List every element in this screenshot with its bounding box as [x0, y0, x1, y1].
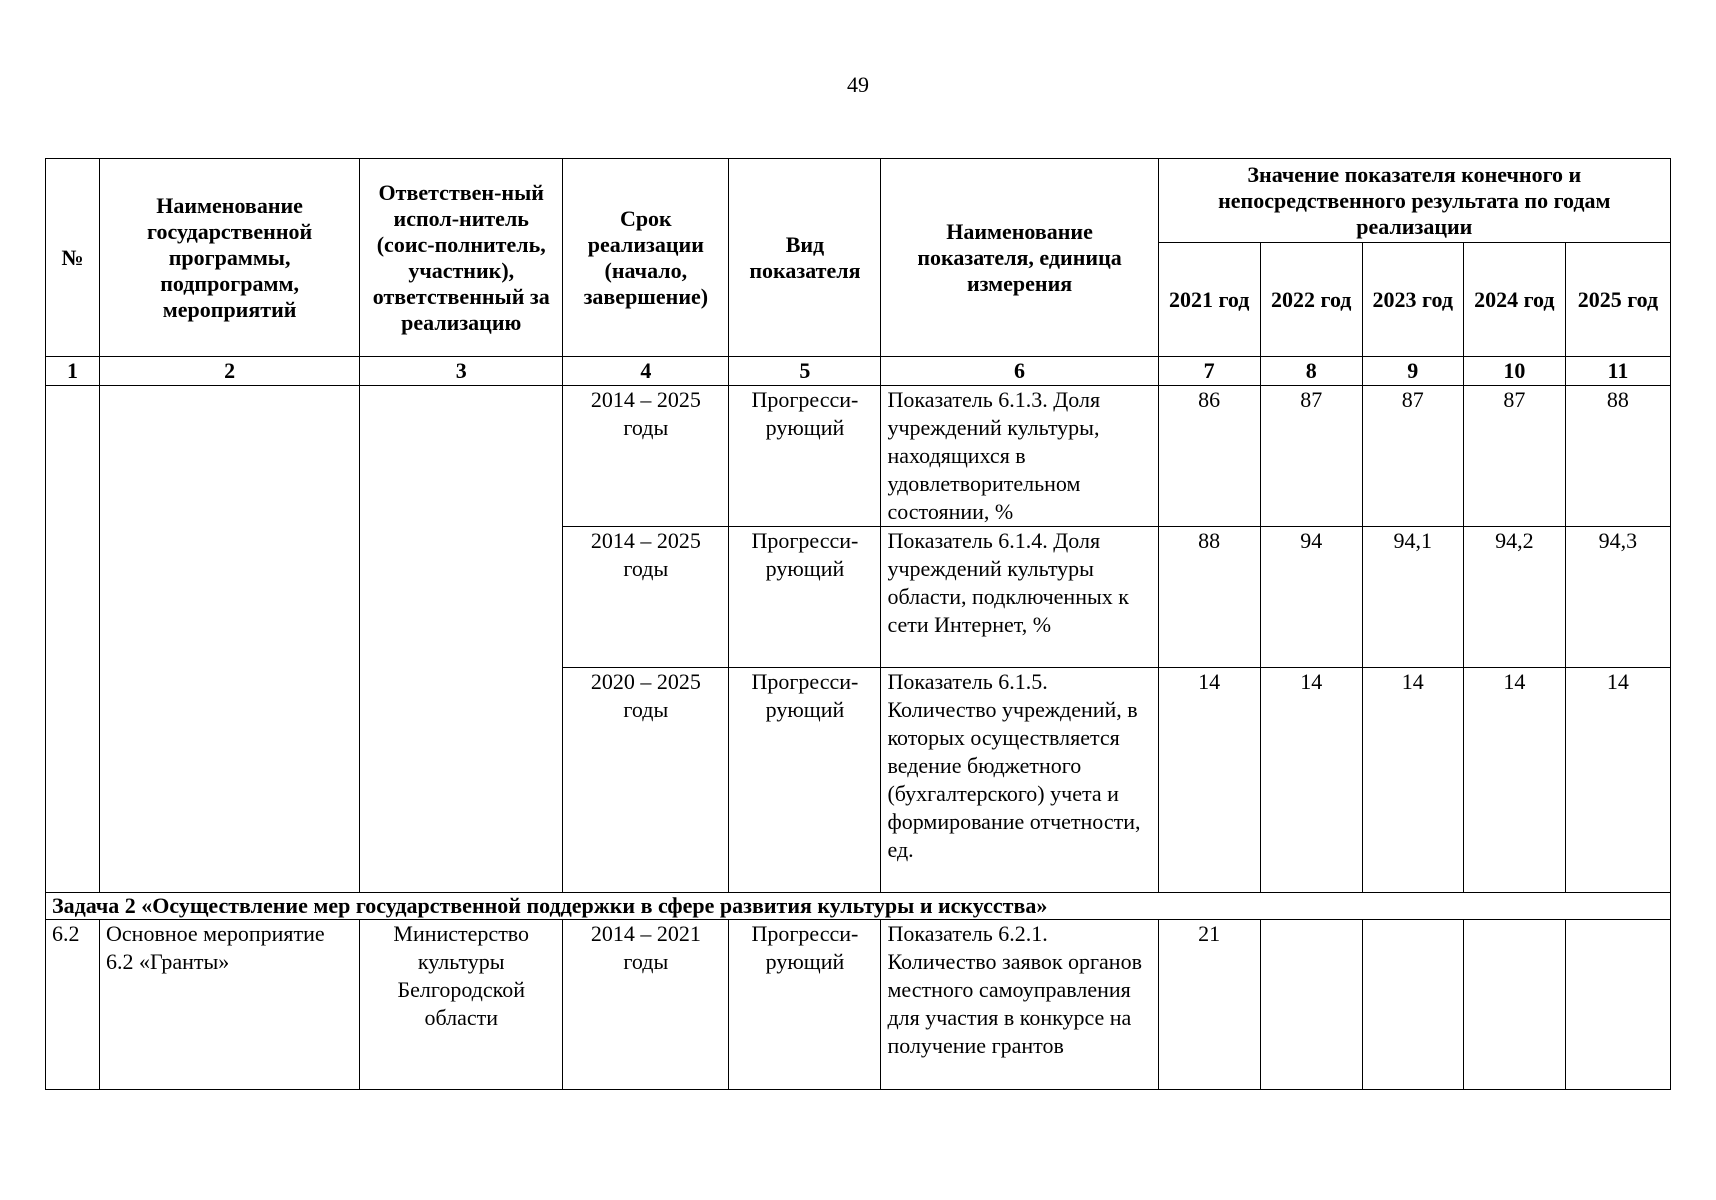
indicator-name-cell: Показатель 6.1.3. Доля учреждений культуры, находящихся в удовлетворительном состоянии, % [881, 386, 1158, 527]
indicator-type-cell: Прогресси-рующий [729, 386, 881, 527]
header-values-group: Значение показателя конечного и непосредственного результата по годам реализации [1158, 159, 1670, 243]
value-cell: 94,2 [1463, 527, 1565, 668]
value-cell: 14 [1463, 668, 1565, 893]
empty-cell [100, 386, 360, 893]
empty-cell [360, 386, 563, 893]
responsible-cell: Министерство культуры Белгородской области [360, 920, 563, 1090]
column-number: 2 [100, 357, 360, 386]
header-year: 2025 год [1565, 243, 1670, 357]
header-num: № [46, 159, 100, 357]
value-cell: 94,3 [1565, 527, 1670, 668]
column-number: 4 [563, 357, 729, 386]
column-number: 5 [729, 357, 881, 386]
value-cell: 88 [1158, 527, 1260, 668]
header-year: 2022 год [1260, 243, 1362, 357]
column-number: 6 [881, 357, 1158, 386]
value-cell: 14 [1565, 668, 1670, 893]
header-indicator-name: Наименование показателя, единица измерения [881, 159, 1158, 357]
value-cell: 86 [1158, 386, 1260, 527]
header-program: Наименование государственной программы, подпрограмм, мероприятий [100, 159, 360, 357]
table-row [46, 386, 1671, 527]
column-number: 9 [1362, 357, 1463, 386]
column-numbers-row [46, 357, 1671, 386]
header-year: 2023 год [1362, 243, 1463, 357]
column-number: 8 [1260, 357, 1362, 386]
indicator-name-cell: Показатель 6.1.5. Количество учреждений, в которых осуществляется ведение бюджетного (бухгалтерского) учета и формирование отчетности, ед. [881, 668, 1158, 893]
indicators-table [45, 158, 1671, 1090]
value-cell: 87 [1362, 386, 1463, 527]
value-cell: 21 [1158, 920, 1260, 1090]
value-cell: 14 [1260, 668, 1362, 893]
value-cell: 14 [1158, 668, 1260, 893]
value-cell: 94 [1260, 527, 1362, 668]
value-cell [1260, 920, 1362, 1090]
value-cell: 94,1 [1362, 527, 1463, 668]
period-cell: 2014 – 2021 годы [563, 920, 729, 1090]
header-period: Срок реализации (начало, завершение) [563, 159, 729, 357]
task-row [46, 893, 1671, 920]
indicator-type-cell: Прогресси-рующий [729, 920, 881, 1090]
column-number: 3 [360, 357, 563, 386]
value-cell [1565, 920, 1670, 1090]
empty-cell [46, 386, 100, 893]
value-cell [1362, 920, 1463, 1090]
indicator-type-cell: Прогресси-рующий [729, 668, 881, 893]
indicator-type-cell: Прогресси-рующий [729, 527, 881, 668]
table-row [46, 920, 1671, 1090]
indicator-name-cell: Показатель 6.1.4. Доля учреждений культуры области, подключенных к сети Интернет, % [881, 527, 1158, 668]
value-cell [1463, 920, 1565, 1090]
value-cell: 87 [1463, 386, 1565, 527]
page-number: 49 [847, 72, 869, 97]
column-number: 11 [1565, 357, 1670, 386]
value-cell: 87 [1260, 386, 1362, 527]
column-number: 10 [1463, 357, 1565, 386]
value-cell: 88 [1565, 386, 1670, 527]
period-cell: 2014 – 2025 годы [563, 386, 729, 527]
column-number: 1 [46, 357, 100, 386]
period-cell: 2020 – 2025 годы [563, 668, 729, 893]
indicator-name-cell: Показатель 6.2.1. Количество заявок органов местного самоуправления для участия в конкурсе на получение грантов [881, 920, 1158, 1090]
header-indicator-type: Вид показателя [729, 159, 881, 357]
task-heading: Задача 2 «Осуществление мер государственной поддержки в сфере развития культуры и искусства» [46, 893, 1671, 920]
column-number: 7 [1158, 357, 1260, 386]
header-row [46, 159, 1671, 243]
row-number-cell: 6.2 [46, 920, 100, 1090]
header-year: 2024 год [1463, 243, 1565, 357]
program-cell: Основное мероприятие 6.2 «Гранты» [100, 920, 360, 1090]
period-cell: 2014 – 2025 годы [563, 527, 729, 668]
header-responsible: Ответствен-ный испол-нитель (соис-полнитель, участник), ответственный за реализацию [360, 159, 563, 357]
value-cell: 14 [1362, 668, 1463, 893]
header-year: 2021 год [1158, 243, 1260, 357]
